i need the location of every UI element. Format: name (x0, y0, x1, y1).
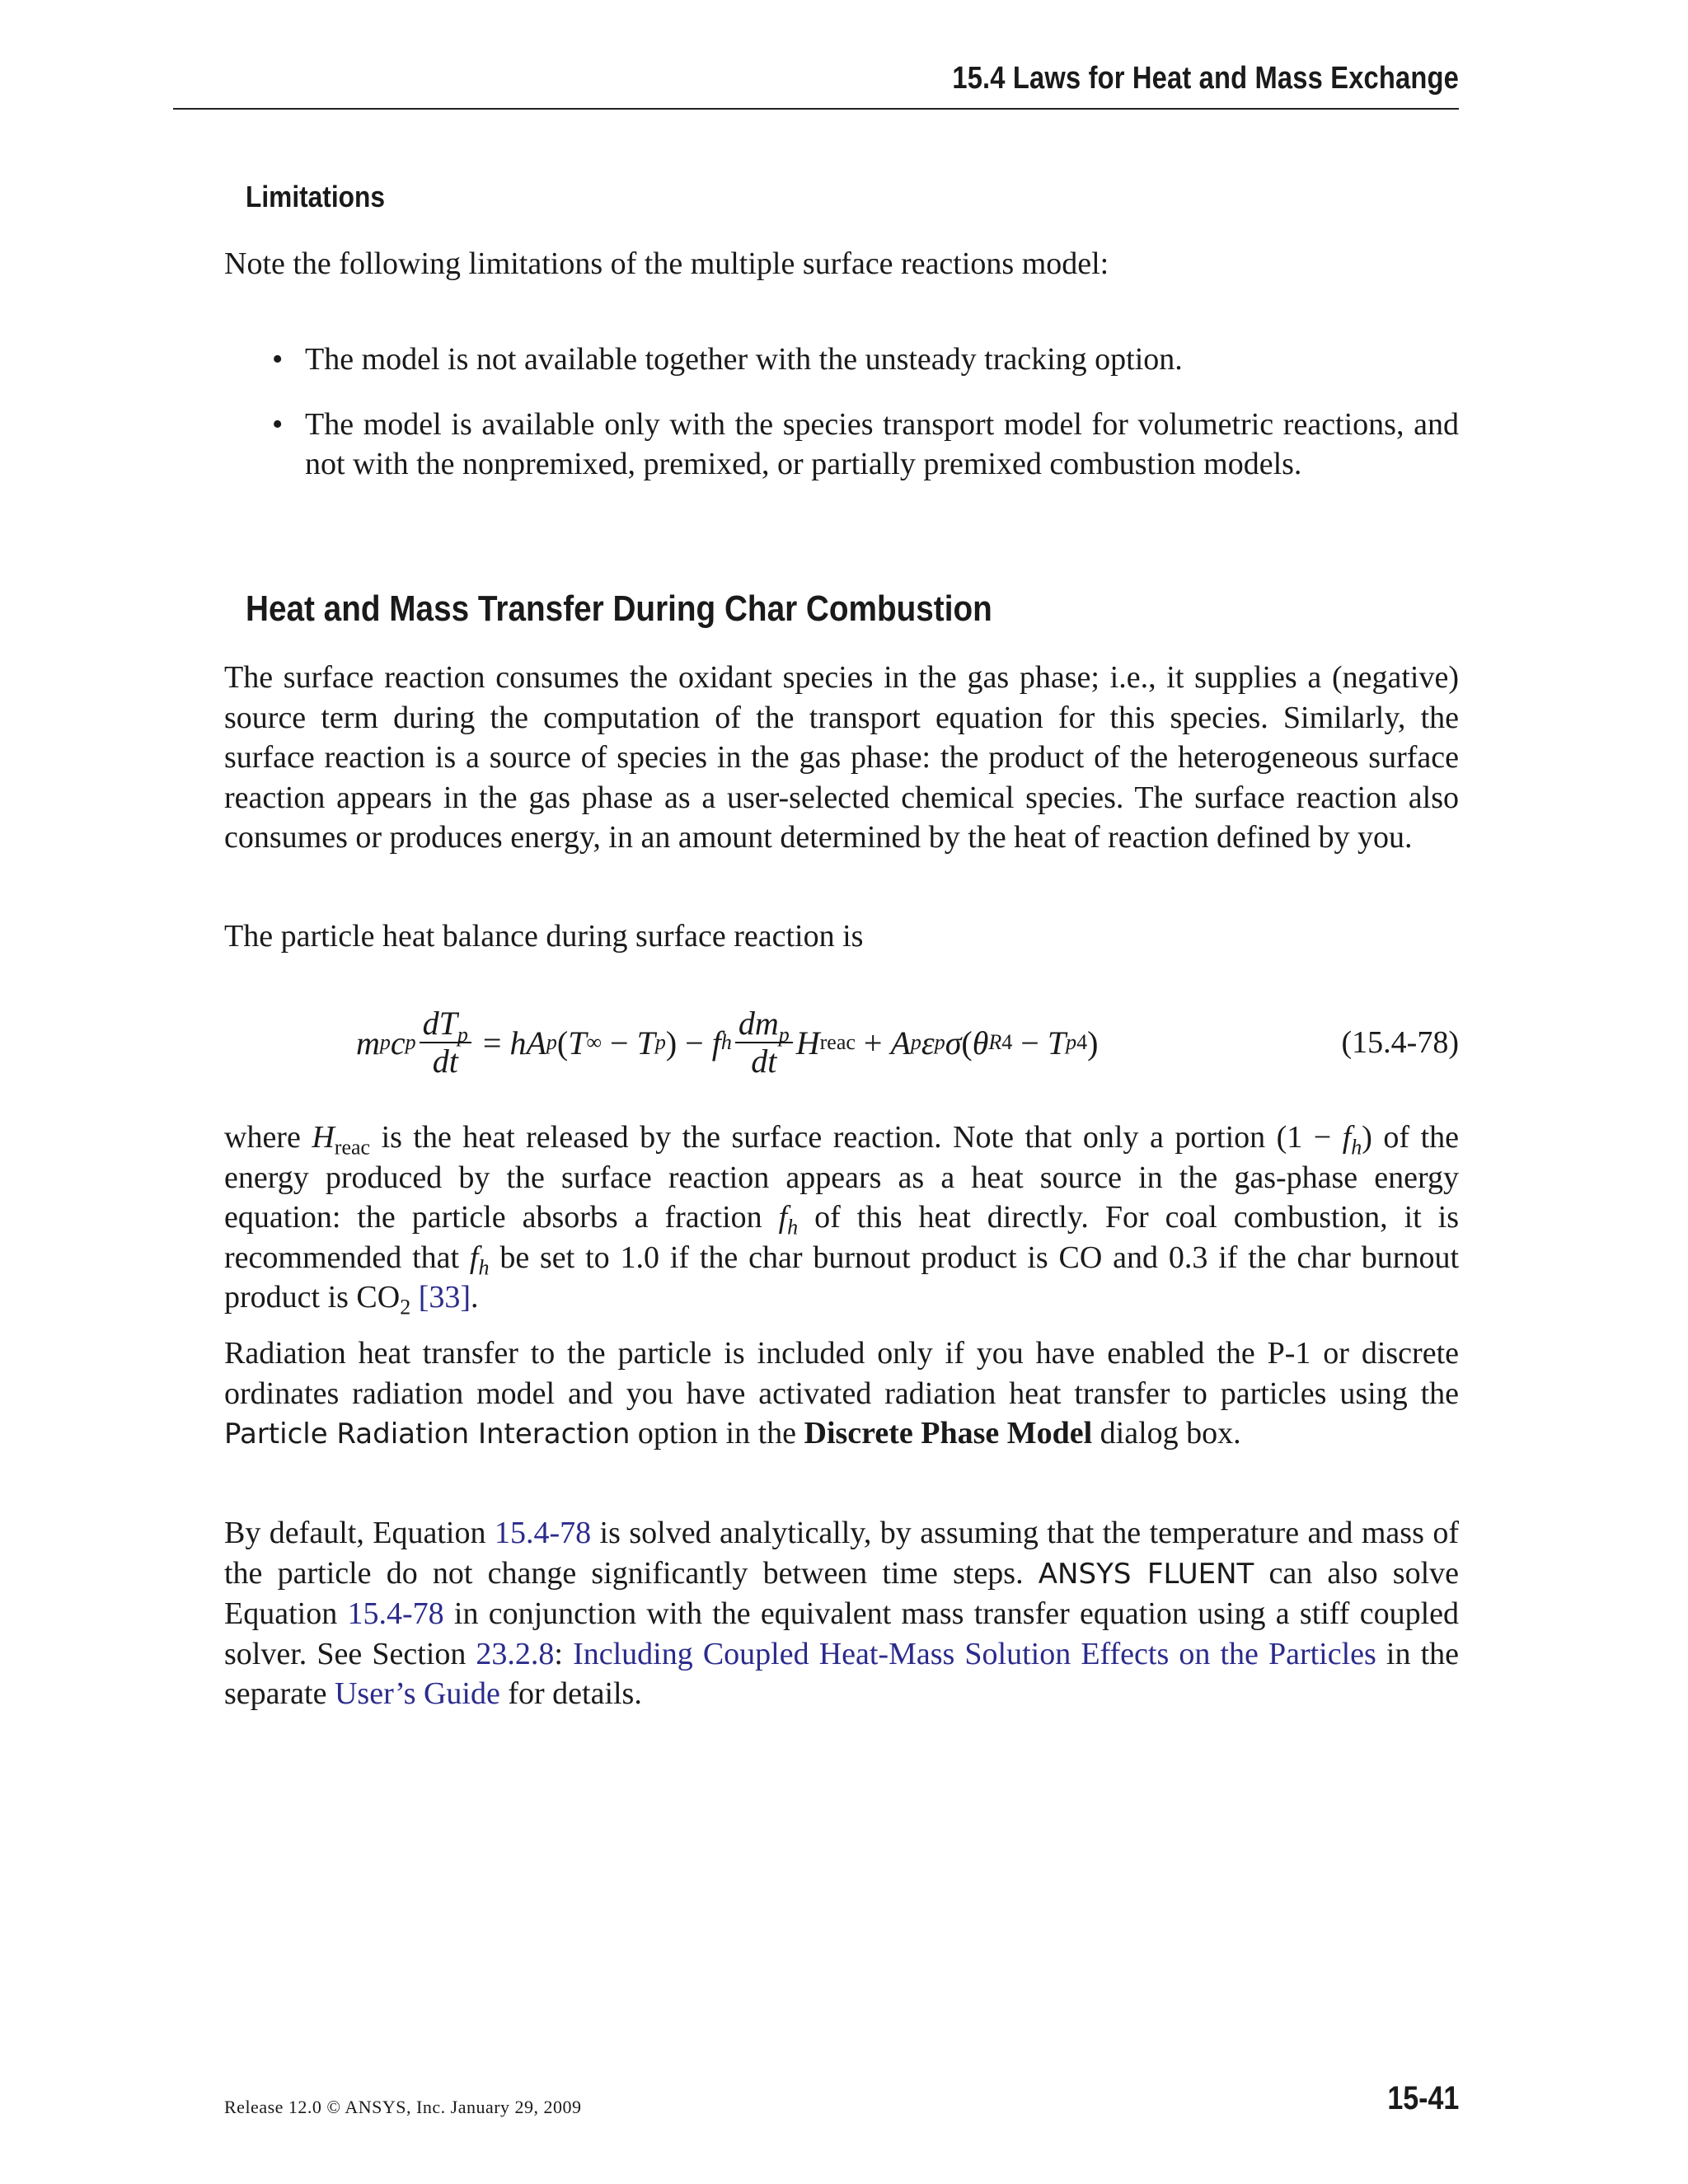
paragraph-heat-balance-intro: The particle heat balance during surface reaction is (224, 919, 864, 954)
bullet-icon: • (272, 342, 284, 377)
equation-number: (15.4-78) (1341, 1025, 1459, 1060)
ui-option-label: Particle Radiation Interaction (224, 1418, 631, 1451)
equation-body: m p c p $\frac{dT_p}{dt}$ = hA p ( T ∞ − T p ) − f h $\frac{dm_p}{dt}$ H reac + A p ε p σ ( θ R 4 − T p 4 ) (356, 1005, 1099, 1080)
limitations-list (272, 340, 1459, 485)
reference-link[interactable]: [33] (418, 1280, 471, 1315)
paragraph-hreac: where $H_{reac}$ is the heat released by the surface reaction. Note that only a portion $(1 - f_h)$ of the energy produced by the surface reaction appears as a heat source in the gas-phase energy equation: the particle absorbs a fraction $f_h$ of this heat directly. For coal combustion, it is recommended that $f_h$ be set to 1.0 if the char burnout product is CO and 0.3 if the char burnout product is $CO_2$ [33]. (224, 1120, 1459, 1319)
paragraph-surface-reaction: The surface reaction consumes the oxidant species in the gas phase; i.e., it supplies a (negative) source term during the computation of the transport equation for this species. Similarly, the surface reaction is a source of species in the gas phase: the product of the heterogeneous surface reaction appears in the gas phase as a user-selected chemical species. The surface reaction also consumes or produces energy, in an amount determined by the heat of reaction defined by you. (224, 660, 1459, 855)
paragraph-radiation: Radiation heat transfer to the particle is included only if you have enabled the P-1 or discrete ordinates radiation model and you have activated radiation heat transfer to particles using the Particle Radiation Interaction option in the Discrete Phase Model dialog box. (224, 1336, 1459, 1451)
bullet-icon: • (272, 406, 284, 442)
running-header: 15.4 Laws for Heat and Mass Exchange (952, 61, 1459, 96)
fraction-dmp-dt: $\frac{dm_p}{dt}$ (735, 1005, 793, 1080)
product-name: ANSYS FLUENT (1038, 1557, 1254, 1591)
users-guide-link[interactable]: User’s Guide (334, 1676, 500, 1711)
list-item-text: The model is available only with the species transport model for volumetric reactions, and not with the nonpremixed, premixed, or partially premixed combustion models. (305, 406, 1459, 481)
header-rule (173, 108, 1459, 110)
equation-link[interactable]: 15.4-78 (347, 1596, 444, 1631)
page-number: 15-41 (1387, 2080, 1459, 2116)
footer-release: Release 12.0 © ANSYS, Inc. January 29, 2009 (224, 2097, 582, 2117)
list-item (272, 405, 1459, 485)
equation-15-4-78 (224, 1001, 1459, 1084)
fraction-dTp-dt: $\frac{dT_p}{dt}$ (420, 1005, 471, 1080)
equation-link[interactable]: 15.4-78 (494, 1516, 592, 1550)
dialog-name: Discrete Phase Model (804, 1416, 1093, 1451)
list-item (272, 340, 1459, 380)
paragraph-default-solution: By default, Equation 15.4-78 is solved analytically, by assuming that the temperature and mass of the particle do not change significantly between time steps. ANSYS FLUENT can also solve Equation 15.4-78 in conjunction with the equivalent mass transfer equation using a stiff coupled solver. See Section 23.2.8: Including Coupled Heat-Mass Solution Effects on the Particles in the separate User’s Guide for details. (224, 1516, 1460, 1711)
section-title-link[interactable]: Including Coupled Heat-Mass Solution Effects on the Particles (573, 1636, 1376, 1671)
section-number-link[interactable]: 23.2.8 (476, 1636, 555, 1671)
list-item-text: The model is not available together with the unsteady tracking option. (305, 342, 1183, 377)
limitations-heading: Limitations (246, 180, 385, 213)
limitations-intro: Note the following limitations of the multiple surface reactions model: (224, 246, 1109, 281)
section-heading: Heat and Mass Transfer During Char Combustion (246, 588, 992, 629)
